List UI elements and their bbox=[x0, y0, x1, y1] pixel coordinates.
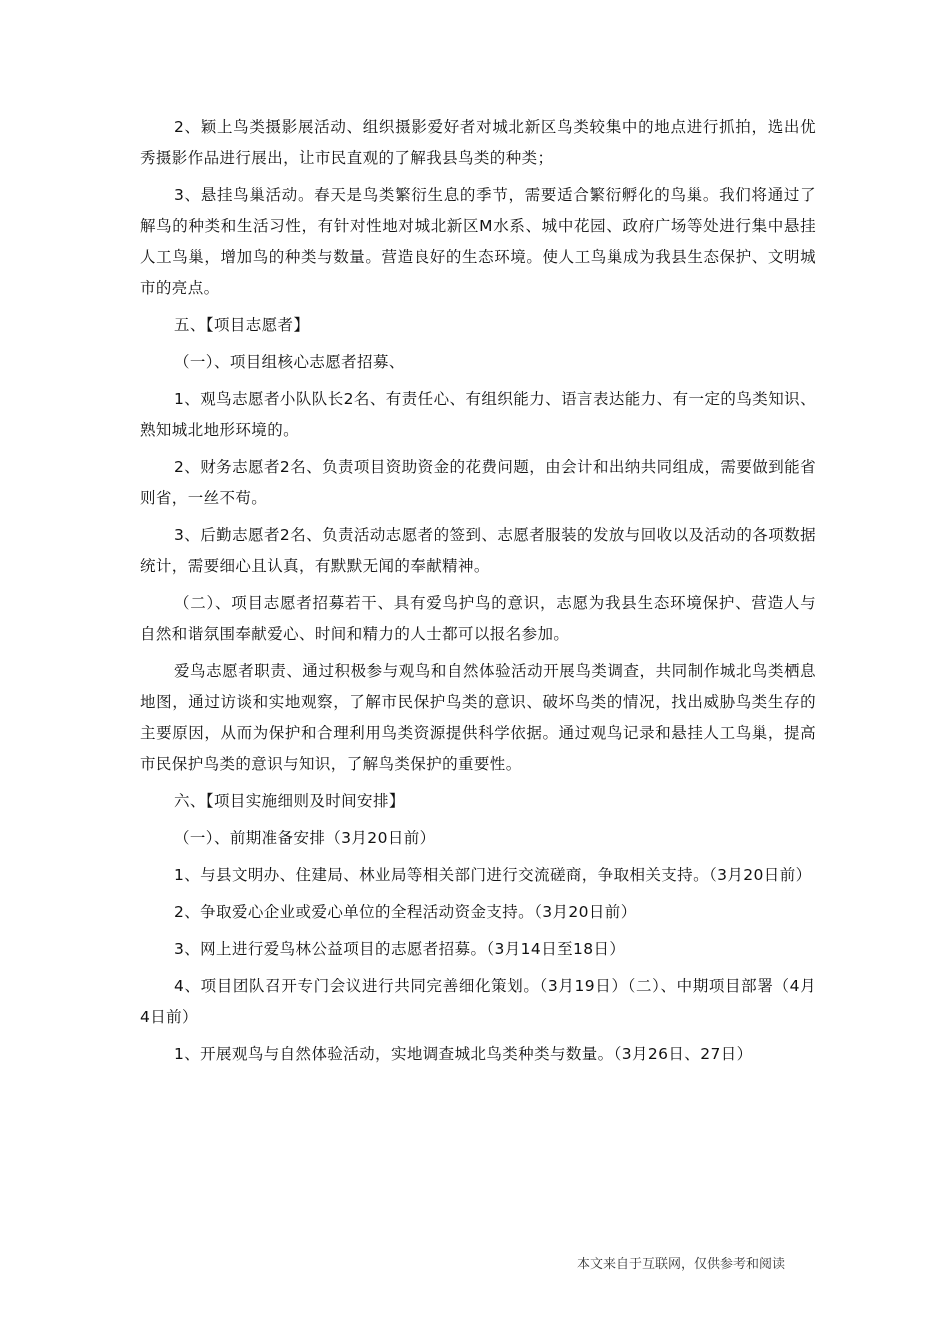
section-heading-schedule: 六、【项目实施细则及时间安排】 bbox=[174, 792, 405, 810]
document-body bbox=[140, 112, 816, 1076]
paragraph-team-leader: 1、观鸟志愿者小队队长2名、有责任心、有组织能力、语言表达能力、有一定的鸟类知识、熟知城北地形环境的。 bbox=[140, 390, 816, 439]
paragraph-logistics-volunteer: 3、后勤志愿者2名、负责活动志愿者的签到、志愿者服装的发放与回收以及活动的各项数据统计，需要细心且认真，有默默无闻的奉献精神。 bbox=[140, 526, 816, 575]
paragraph-team-meeting: 4、项目团队召开专门会议进行共同完善细化策划。（3月19日）（二）、中期项目部署（4月4日前） bbox=[140, 977, 816, 1026]
section-heading-volunteers: 五、【项目志愿者】 bbox=[174, 316, 310, 334]
paragraph-online-recruitment: 3、网上进行爱鸟林公益项目的志愿者招募。（3月14日至18日） bbox=[174, 940, 626, 958]
paragraph-bird-nest-activity: 3、悬挂鸟巢活动。春天是鸟类繁衍生息的季节，需要适合繁衍孵化的鸟巢。我们将通过了解鸟的种类和生活习性，有针对性地对城北新区M水系、城中花园、政府广场等处进行集中悬挂人工鸟巢，增加鸟的种类与数量。营造良好的生态环境。使人工鸟巢成为我县生态保护、文明城市的亮点。 bbox=[140, 186, 816, 297]
paragraph-finance-volunteer: 2、财务志愿者2名、负责项目资助资金的花费问题，由会计和出纳共同组成，需要做到能省则省，一丝不苟。 bbox=[140, 458, 816, 507]
paragraph-volunteer-duties: 爱鸟志愿者职责、通过积极参与观鸟和自然体验活动开展鸟类调查，共同制作城北鸟类栖息地图，通过访谈和实地观察，了解市民保护鸟类的意识、破坏鸟类的情况，找出威胁鸟类生存的主要原因，从而为保护和合理利用鸟类资源提供科学依据。通过观鸟记录和悬挂人工鸟巢，提高市民保护鸟类的意识与知识，了解鸟类保护的重要性。 bbox=[140, 662, 816, 773]
paragraph-department-liaison: 1、与县文明办、住建局、林业局等相关部门进行交流磋商，争取相关支持。（3月20日前） bbox=[174, 866, 812, 884]
paragraph-bird-survey: 1、开展观鸟与自然体验活动，实地调查城北鸟类种类与数量。（3月26日、27日） bbox=[174, 1045, 753, 1063]
paragraph-funding: 2、争取爱心企业或爱心单位的全程活动资金支持。（3月20日前） bbox=[174, 903, 637, 921]
paragraph-photo-exhibition: 2、颖上鸟类摄影展活动、组织摄影爱好者对城北新区鸟类较集中的地点进行抓拍，选出优秀摄影作品进行展出，让市民直观的了解我县鸟类的种类； bbox=[140, 118, 816, 167]
footer-note: 本文来自于互联网，仅供参考和阅读 bbox=[577, 1257, 786, 1272]
subheading-core-volunteers: （一）、项目组核心志愿者招募、 bbox=[174, 353, 405, 371]
paragraph-general-volunteers: （二）、项目志愿者招募若干、具有爱鸟护鸟的意识，志愿为我县生态环境保护、营造人与自然和谐氛围奉献爱心、时间和精力的人士都可以报名参加。 bbox=[140, 594, 816, 643]
subheading-preparation: （一）、前期准备安排（3月20日前） bbox=[174, 829, 436, 847]
